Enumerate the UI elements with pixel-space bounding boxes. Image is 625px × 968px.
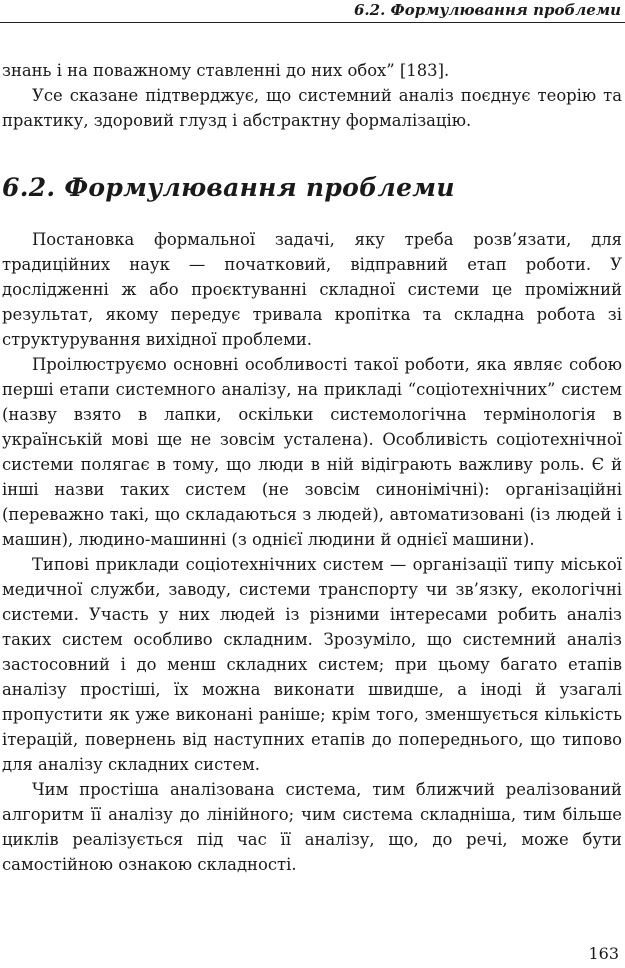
running-head: [0, 0, 625, 23]
running-head-title: 6.2. Формулювання проблеми: [353, 1, 621, 19]
paragraph-summary: Усе сказане підтверджує, що системний аналіз поєднує теорію та практику, здоровий глузд і абстрактну формалізацію.: [2, 86, 622, 130]
paragraph-2: Проілюструємо основні особливості такої роботи, яка являє собою перші етапи системного аналізу, на прикладі “соціотехнічних” систем (назву взято в лапки, оскільки системологічна термінологія в українській мові ще не зовсім усталена). Особливість соціотехнічної системи полягає в тому, що люди в ній відіграють важливу роль. Є й інші назви таких систем (не зовсім синонімічні): організаційні (переважно такі, що складаються з людей), автоматизовані (із людей і машин), людино-машинні (з однієї людини й однієї машини).: [2, 355, 622, 549]
paragraph-1: Постановка формальної задачі, яку треба розв’язати, для традиційних наук — початковий, відправний етап роботи. У дослідженні ж або проєктуванні складної системи це проміжний результат, якому передує тривала кропітка та складна робота зі структурування вихідної проблеми.: [2, 230, 622, 349]
page-body: [2, 58, 622, 877]
paragraph-4: Чим простіша аналізована система, тим ближчий реалізований алгоритм її аналізу до лінійного; чим система складніша, тим більше циклів реалізується під час її аналізу, що, до речі, може бути самостійною ознакою складності.: [2, 780, 622, 874]
page-number: 163: [588, 944, 619, 963]
paragraph-continuation: знань і на поважному ставленні до них обох” [183].: [2, 61, 450, 80]
section-heading: 6.2. Формулювання проблеми: [2, 173, 455, 202]
paragraph-3: Типові приклади соціотехнічних систем — організації типу міської медичної служби, заводу, системи транспорту чи зв’язку, екологічні системи. Участь у них людей із різними інтересами робить аналіз таких систем особливо складним. Зрозуміло, що системний аналіз застосовний і до менш складних систем; при цьому багато етапів аналізу простіші, їх можна виконати швидше, а іноді й узагалі пропустити як уже виконані раніше; крім того, зменшується кількість ітерацій, повернень від наступних етапів до попереднього, що типово для аналізу складних систем.: [2, 555, 622, 774]
